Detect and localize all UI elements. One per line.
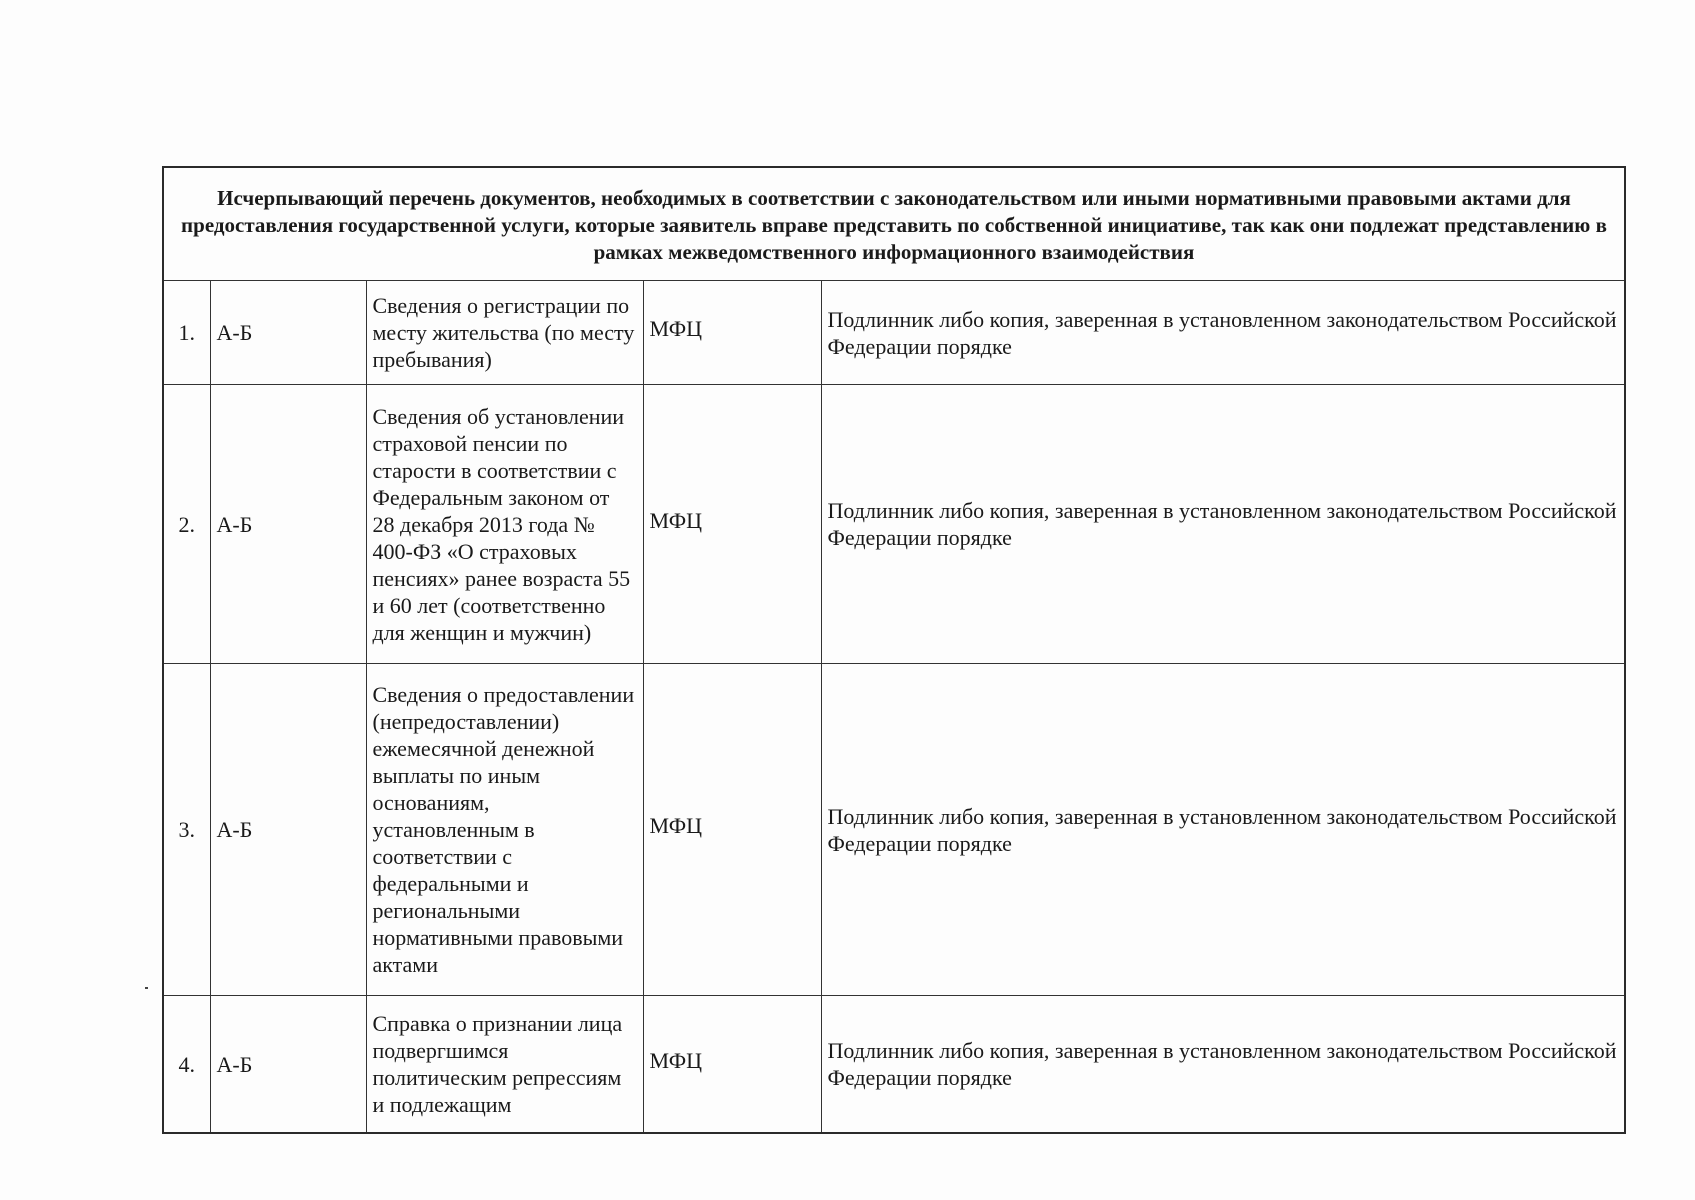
row-code: А-Б	[210, 996, 366, 1134]
row-code: А-Б	[210, 281, 366, 385]
table-row	[163, 385, 1625, 664]
row-number: 3.	[163, 664, 210, 996]
table-row	[163, 281, 1625, 385]
organization: МФЦ	[643, 664, 821, 996]
document-name: Сведения об установлении страховой пенсии по старости в соответствии с Федеральным законом от 28 декабря 2013 года № 400-ФЗ «О страховых пенсиях» ранее возраста 55 и 60 лет (соответственно для женщин и мужчин)	[366, 385, 643, 664]
document-name: Сведения о предоставлении (непредоставлении) ежемесячной денежной выплаты по иным основаниям, установленным в соответствии с федеральными и региональными нормативными правовыми актами	[366, 664, 643, 996]
table-header-row	[163, 167, 1625, 281]
documents-table	[162, 166, 1626, 1134]
document-form: Подлинник либо копия, заверенная в установленном законодательством Российской Федерации порядке	[821, 996, 1625, 1134]
row-number: 1.	[163, 281, 210, 385]
table-row	[163, 996, 1625, 1134]
row-code: А-Б	[210, 664, 366, 996]
row-code: А-Б	[210, 385, 366, 664]
document-form: Подлинник либо копия, заверенная в установленном законодательством Российской Федерации порядке	[821, 281, 1625, 385]
document-name: Сведения о регистрации по месту жительства (по месту пребывания)	[366, 281, 643, 385]
table-header: Исчерпывающий перечень документов, необходимых в соответствии с законодательством или иными нормативными правовыми актами для предоставления государственной услуги, которые заявитель вправе представить по собственной инициативе, так как они подлежат представлению в рамках межведомственного информационного взаимодействия	[163, 167, 1625, 281]
organization: МФЦ	[643, 996, 821, 1134]
scan-mark	[145, 987, 148, 989]
organization: МФЦ	[643, 385, 821, 664]
document-form: Подлинник либо копия, заверенная в установленном законодательством Российской Федерации порядке	[821, 664, 1625, 996]
document-name: Справка о признании лица подвергшимся политическим репрессиям и подлежащим	[366, 996, 643, 1134]
row-number: 4.	[163, 996, 210, 1134]
organization: МФЦ	[643, 281, 821, 385]
row-number: 2.	[163, 385, 210, 664]
document-form: Подлинник либо копия, заверенная в установленном законодательством Российской Федерации порядке	[821, 385, 1625, 664]
table-row	[163, 664, 1625, 996]
